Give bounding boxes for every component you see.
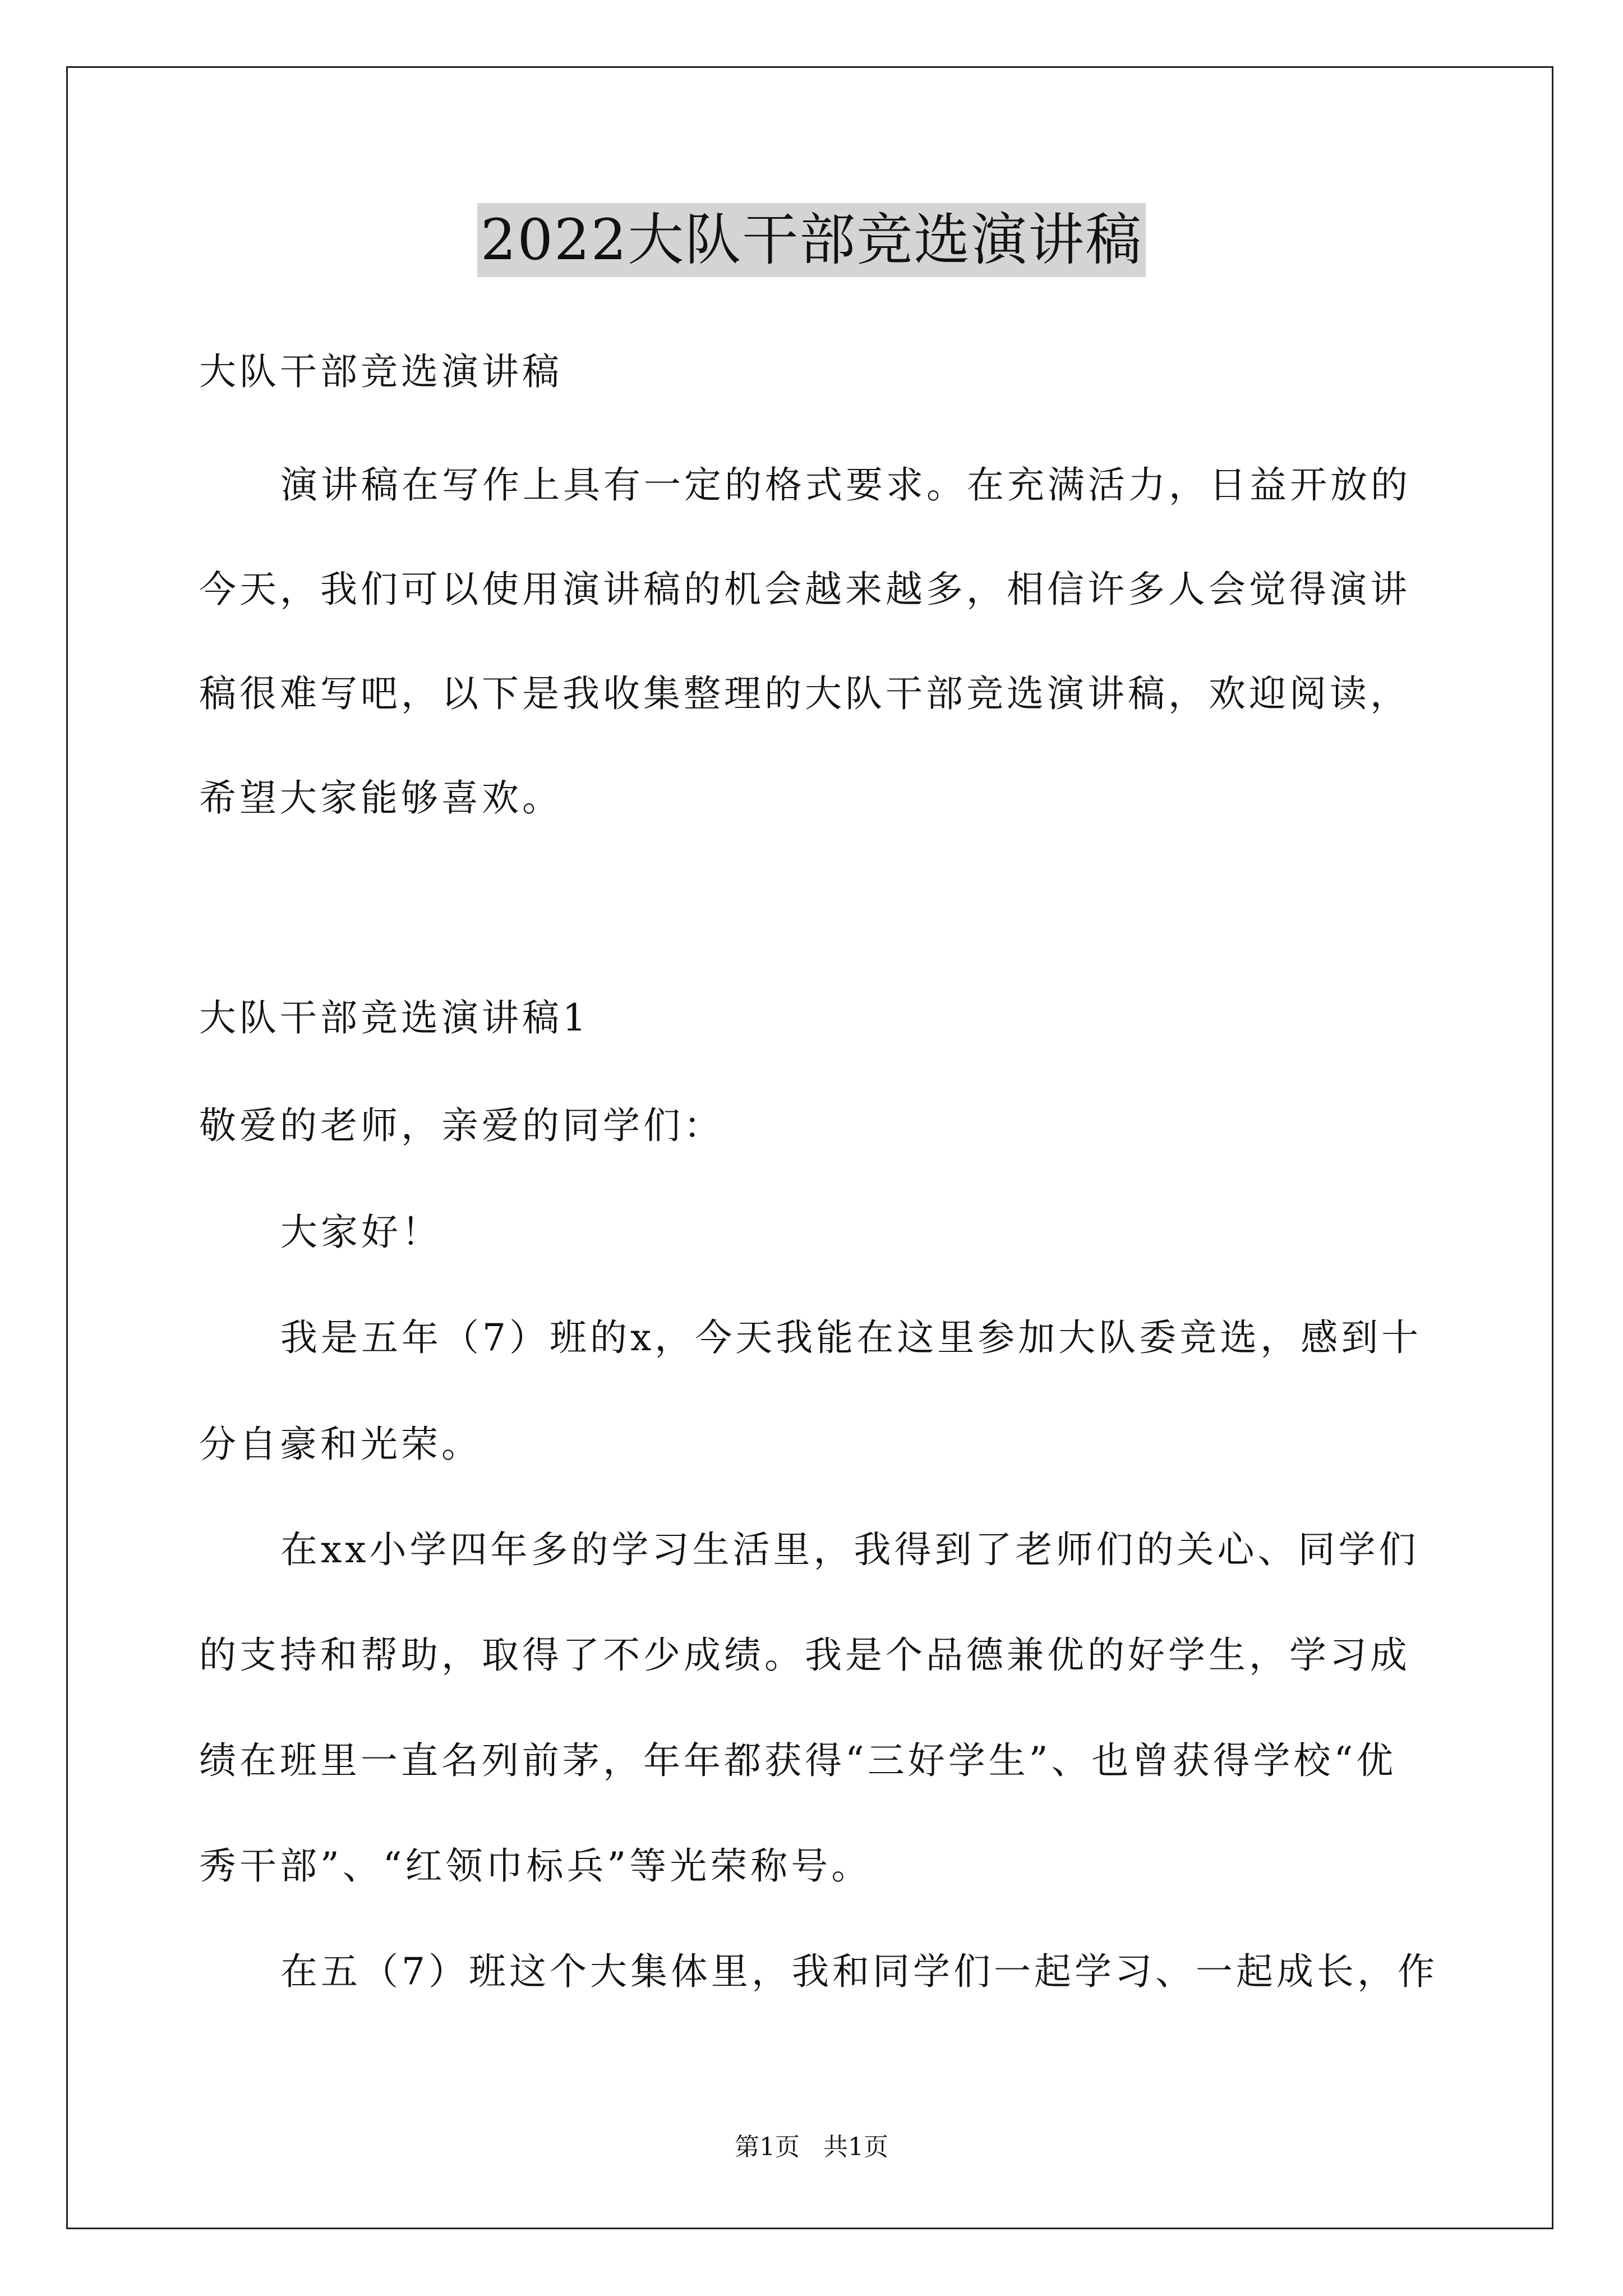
paragraph-line: 秀干部”、“红领巾标兵”等光荣称号。 <box>199 1844 872 1888</box>
document-title: 2022大队干部竞选演讲稿 <box>477 203 1146 277</box>
paragraph-line: 分自豪和光荣。 <box>199 1423 482 1466</box>
greeting: 大家好！ <box>280 1211 442 1254</box>
document-subtitle: 大队干部竞选演讲稿 <box>199 350 562 393</box>
intro-line: 演讲稿在写作上具有一定的格式要求。在充满活力，日益开放的 <box>280 463 1411 507</box>
intro-line: 希望大家能够喜欢。 <box>199 776 562 820</box>
section-heading: 大队干部竞选演讲稿1 <box>199 996 589 1039</box>
title-container <box>0 203 1623 277</box>
paragraph-line: 在xx小学四年多的学习生活里，我得到了老师们的关心、同学们 <box>280 1528 1419 1571</box>
paragraph-line: 的支持和帮助，取得了不少成绩。我是个品德兼优的好学生，学习成 <box>199 1634 1410 1677</box>
paragraph-line: 绩在班里一直名列前茅，年年都获得“三好学生”、也曾获得学校“优 <box>199 1739 1397 1782</box>
intro-line: 稿很难写吧，以下是我收集整理的大队干部竞选演讲稿，欢迎阅读， <box>199 672 1410 715</box>
page-number: 第1页 共1页 <box>735 2133 888 2161</box>
paragraph-line: 在五（7）班这个大集体里，我和同学们一起学习、一起成长，作 <box>280 1950 1438 1993</box>
intro-line: 今天，我们可以使用演讲稿的机会越来越多，相信许多人会觉得演讲 <box>199 568 1410 611</box>
salutation: 敬爱的老师，亲爱的同学们： <box>199 1104 724 1147</box>
paragraph-line: 我是五年（7）班的x，今天我能在这里参加大队委竞选，感到十 <box>280 1316 1422 1359</box>
